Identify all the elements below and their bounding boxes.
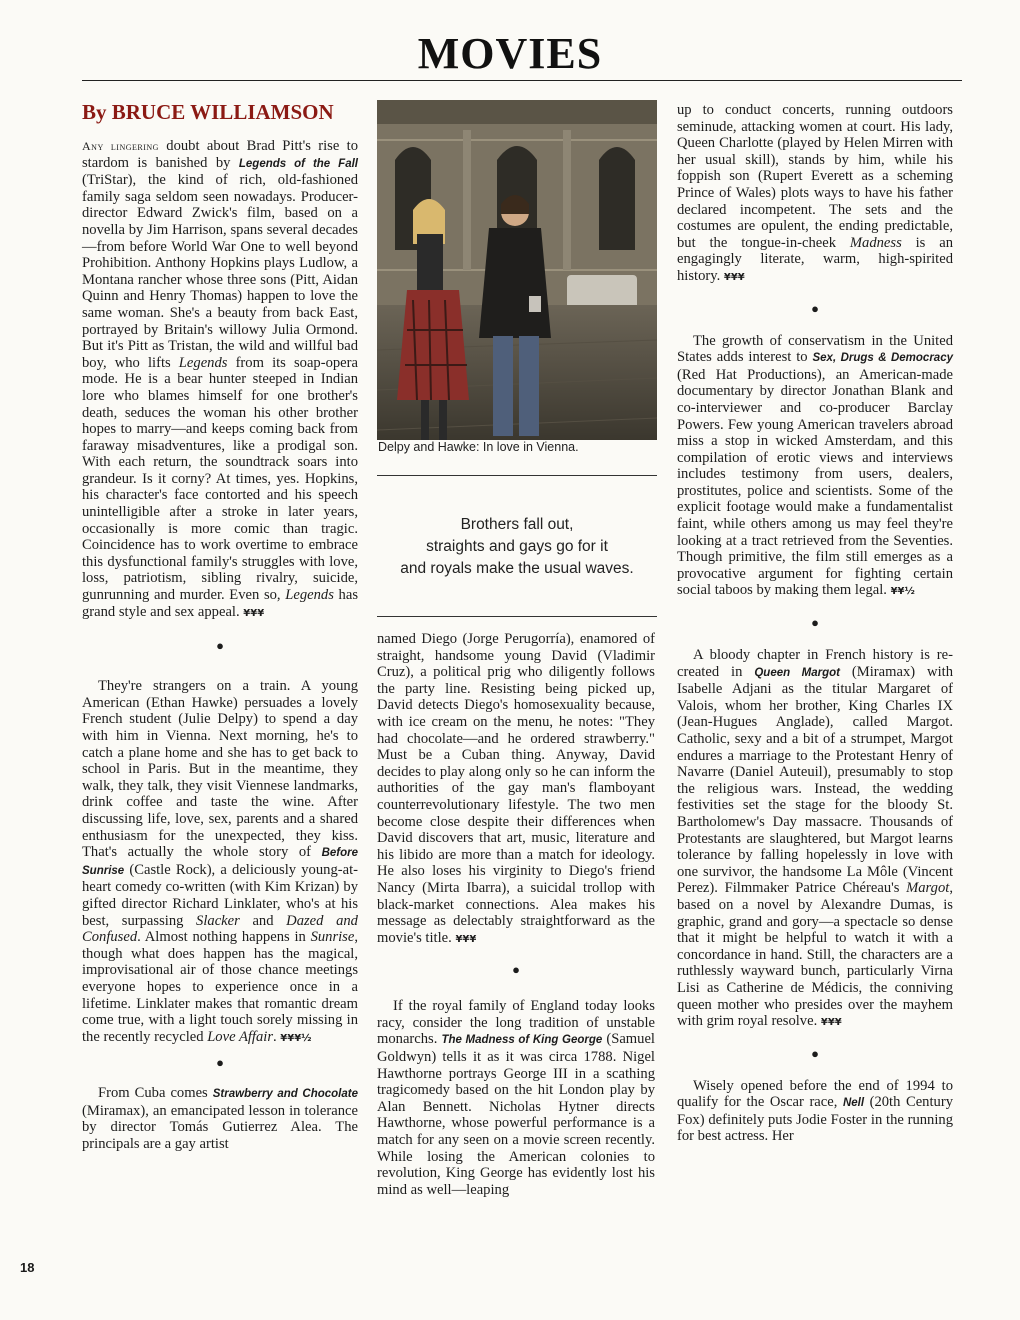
pull-quote-top-rule — [377, 475, 657, 476]
pull-quote — [377, 514, 657, 580]
review-strawberry-and-chocolate — [82, 1085, 358, 1152]
body-text: , though what does happen has the magical, improvisational air of those chance meetings everyone hopes to experience once in a lifetime. Linklater makes that romantic dream come true, with a light touch sorely missing in the recently recycled — [82, 929, 358, 1045]
italic-title: Slacker — [196, 912, 240, 929]
body-text: and — [239, 912, 287, 929]
review-king-george-continued — [677, 102, 953, 287]
column-2 — [377, 631, 655, 1198]
section-bullet: ● — [811, 1045, 819, 1061]
body-text: Wisely opened before the end of 1994 to qualify for the Oscar race, — [677, 1077, 953, 1111]
body-text: From Cuba comes — [98, 1085, 213, 1102]
italic-title: Love Affair — [207, 1028, 273, 1045]
body-text: If the royal family of England today looks racy, consider the long tradition of unstable monarchs. — [377, 998, 655, 1048]
section-title: MOVIES — [417, 29, 603, 78]
body-text: (Samuel Goldwyn) tells it as it was circa 1788. Nigel Hawthorne portrays George III in a scathing tragicomedy based on the hit London play by Alan Bennett. Nicholas Hytner directs Hawthorne, whose powerful performance is a match for any seen on a movie screen recently. While losing the American colonies to revolution, King George has evidently lost his mind as well—leaping — [377, 1031, 655, 1198]
film-title: Strawberry and Chocolate — [212, 1088, 358, 1101]
body-text: (Castle Rock), a deliciously young-at-heart comedy co-written (with Kim Krizan) by gifted director Richard Linklater, who's at his best, surpassing — [82, 861, 358, 929]
photo-caption: Delpy and Hawke: In love in Vienna. — [378, 440, 579, 454]
body-text: (Miramax) with Isabelle Adjani as the titular Margaret of Valois, whom her brother, King Charles IX (Jean-Hugues Anglade), called Margot. Catholic, sexy and a bit of a strumpet, Margot endures a marriage to the Protestant Henry of Navarre (Daniel Auteuil), presumably to stop the religious wars. Instead, the wedding festivities set the stage for the bloody St. Bartholomew's Day massacre. Thousands of Protestants are slaughtered, but Margot learns tolerance by falling hopelessly in love with one survivor, the handsome La Môle (Vincent Perez). Filmmaker Patrice Chéreau's — [677, 663, 953, 897]
italic-title: Sunrise — [310, 929, 355, 946]
header-rule — [82, 80, 962, 81]
rating: ¥¥¥ — [243, 607, 265, 619]
page-number: 18 — [20, 1260, 35, 1275]
byline: By BRUCE WILLIAMSON — [82, 100, 334, 124]
rating: ¥¥¥ — [455, 933, 477, 945]
body-text: named Diego (Jorge Perugorría), enamored of straight, handsome young David (Vladimir Cruz), a political prig who diligently follows the party line. Resisting being picked up, David detects Diego's homosexuality because, with ice cream on the menu, he notes: "They had chocolate—and he ordered strawberry." Must be a Cuban thing. Anyway, David decides to play along only so he can inform the authorities of the gay man's flamboyant counterrevolutionary lifestyle. The two men become close despite their differences when David discovers that art, music, literature and his libido are more than a match for ideology. He also loses his virginity to Diego's friend Nancy (Mirta Ibarra), a suicidal trollop with black-market connections. Alea makes his message as delectably straightforward as the movie's title. — [377, 631, 655, 946]
body-text: (TriStar), the kind of rich, old-fashioned family saga seldom seen nowadays. Producer-director Edward Zwick's film, based on a novella by Jim Harrison, spans several decades—from before World War One to well beyond Prohibition. Anthony Hopkins plays Ludlow, a Montana rancher whose three sons (Pitt, Aidan Quinn and Henry Thomas) happen to love the same woman. She's a beauty from back East, portrayed by Britain's willowy Julia Ormond. But it's Pitt as Tristan, the wild and willful bad boy, who lifts — [82, 172, 358, 371]
lead-in: Any lingering — [82, 139, 159, 153]
film-title: Sex, Drugs & Democracy — [812, 352, 953, 365]
review-queen-margot — [677, 647, 953, 1032]
rating: ¥¥½ — [890, 586, 915, 598]
film-title: Nell — [842, 1097, 865, 1110]
film-title: The Madness of King George — [441, 1034, 603, 1047]
body-text: , based on a novel by Alexandre Dumas, is graphic, grand and gory—a spectacle so dense that it might be helpful to watch it with a concordance in hand. Still, the characters are a ruthlessly wayward bunch, particularly Virna Lisi as Catherine de Médicis, the conniving queen mother who presides over the mayhem with grim royal resolve. — [677, 880, 953, 1030]
review-before-sunrise — [82, 678, 358, 1047]
rating: ¥¥¥ — [820, 1017, 842, 1029]
review-sex-drugs-democracy — [677, 333, 953, 602]
body-text: from its soap-opera mode. He is a bear hunter steeped in Indian lore who blames himself for one brother's death, seduces the woman his other brother hopes to marry—and keeps coming back from faraway misadventures, like a prodigal son. With each return, the soundtrack soars into grandeur. Is it corny? At times, yes. Hopkins, his character's face contorted and his speech unintelligible after a stroke in later years, occasionally is more comic than tragic. Coincidence has to work overtime to embrace this dysfunctional family's struggles with love, loss, patriotism, sibling rivalry, suicide, gunrunning and murder. Even so, — [82, 354, 358, 604]
italic-title: Legends — [178, 354, 228, 371]
review-strawberry-continued — [377, 631, 655, 948]
review-legends-of-the-fall — [82, 138, 358, 622]
pull-quote-bottom-rule — [377, 616, 657, 617]
review-madness-of-king-george — [377, 998, 655, 1198]
film-title: Before Sunrise — [82, 847, 358, 877]
film-title: Queen Margot — [754, 666, 840, 679]
italic-title: Madness — [849, 234, 902, 251]
section-bullet: ● — [811, 615, 819, 631]
rating: ¥¥¥ — [723, 271, 745, 283]
body-text: is an engagingly literate, warm, high-spirited history. — [677, 234, 953, 284]
body-text: (Miramax), an emancipated lesson in tolerance by director Tomás Gutierrez Alea. The principals are a gay artist — [82, 1102, 358, 1153]
body-text: A bloody chapter in French history is re-created in — [677, 647, 953, 680]
rating: ¥¥¥½ — [280, 1032, 312, 1044]
body-text: doubt about Brad Pitt's rise to stardom is banished by — [82, 138, 358, 171]
body-text: (Red Hat Productions), an American-made documentary by director Jonathan Blank and co-interviewer and co-producer Barclay Powers. Few young American travelers abroad miss a stop in wicked Amsterdam, and this compilation of erotic views and interviews includes testimony from users, dealers, prostitutes, police and scientists. Some of the explicit footage would make a fundamentalist faint, while others among us may feel they're looking at a tract retrieved from the Seventies. Though primitive, the film still emerges as a provocative argument for fighting certain social taboos by making them legal. — [677, 366, 953, 599]
body-text: They're strangers on a train. A young American (Ethan Hawke) persuades a lovely French student (Julie Delpy) to spend a day with him in Vienna. Next morning, he's to catch a plane home and she has to get back to school in Paris. But in the meantime, they walk, they talk, they visit Viennese landmarks, drink coffee and taste the wine. After discussing life, love, sex, parents and a shared enthusiasm for the unexpected, they kiss. That's actually the whole story of — [82, 678, 358, 861]
column-3 — [677, 102, 953, 1145]
body-text: . Almost nothing happens in — [137, 929, 311, 946]
body-text: has grand style and sex appeal. — [82, 587, 358, 620]
section-bullet: ● — [216, 1055, 224, 1071]
pull-quote-line: straights and gays go for it — [426, 538, 608, 555]
body-text: The growth of conservatism in the United States adds interest to — [677, 332, 953, 366]
pull-quote-line: Brothers fall out, — [460, 516, 574, 533]
body-text: (20th Century Fox) definitely puts Jodie Foster in the running for best actress. Her — [677, 1094, 953, 1145]
film-title: Legends of the Fall — [238, 157, 358, 170]
body-text: . — [273, 1028, 281, 1045]
italic-title: Margot — [906, 880, 950, 897]
column-1 — [82, 100, 358, 1153]
photo — [377, 100, 657, 440]
section-bullet: ● — [811, 300, 819, 316]
section-bullet: ● — [216, 638, 224, 654]
review-nell — [677, 1078, 953, 1145]
section-bullet: ● — [512, 962, 520, 978]
pull-quote-line: and royals make the usual waves. — [400, 560, 634, 577]
photo-illustration — [377, 100, 657, 440]
italic-title: Dazed and Confused — [82, 912, 358, 946]
body-text: up to conduct concerts, running outdoors seminude, attacking women at court. His lady, Queen Charlotte (played by Helen Mirren with her usual skill), stands by him, while his foppish son (Rupert Everett as a scheming Prince of Wales) plots ways to have his father declared incompetent. The sets and the costumes are opulent, the ending predictable, but the tongue-in-cheek — [677, 102, 953, 251]
italic-title: Legends — [285, 587, 334, 604]
